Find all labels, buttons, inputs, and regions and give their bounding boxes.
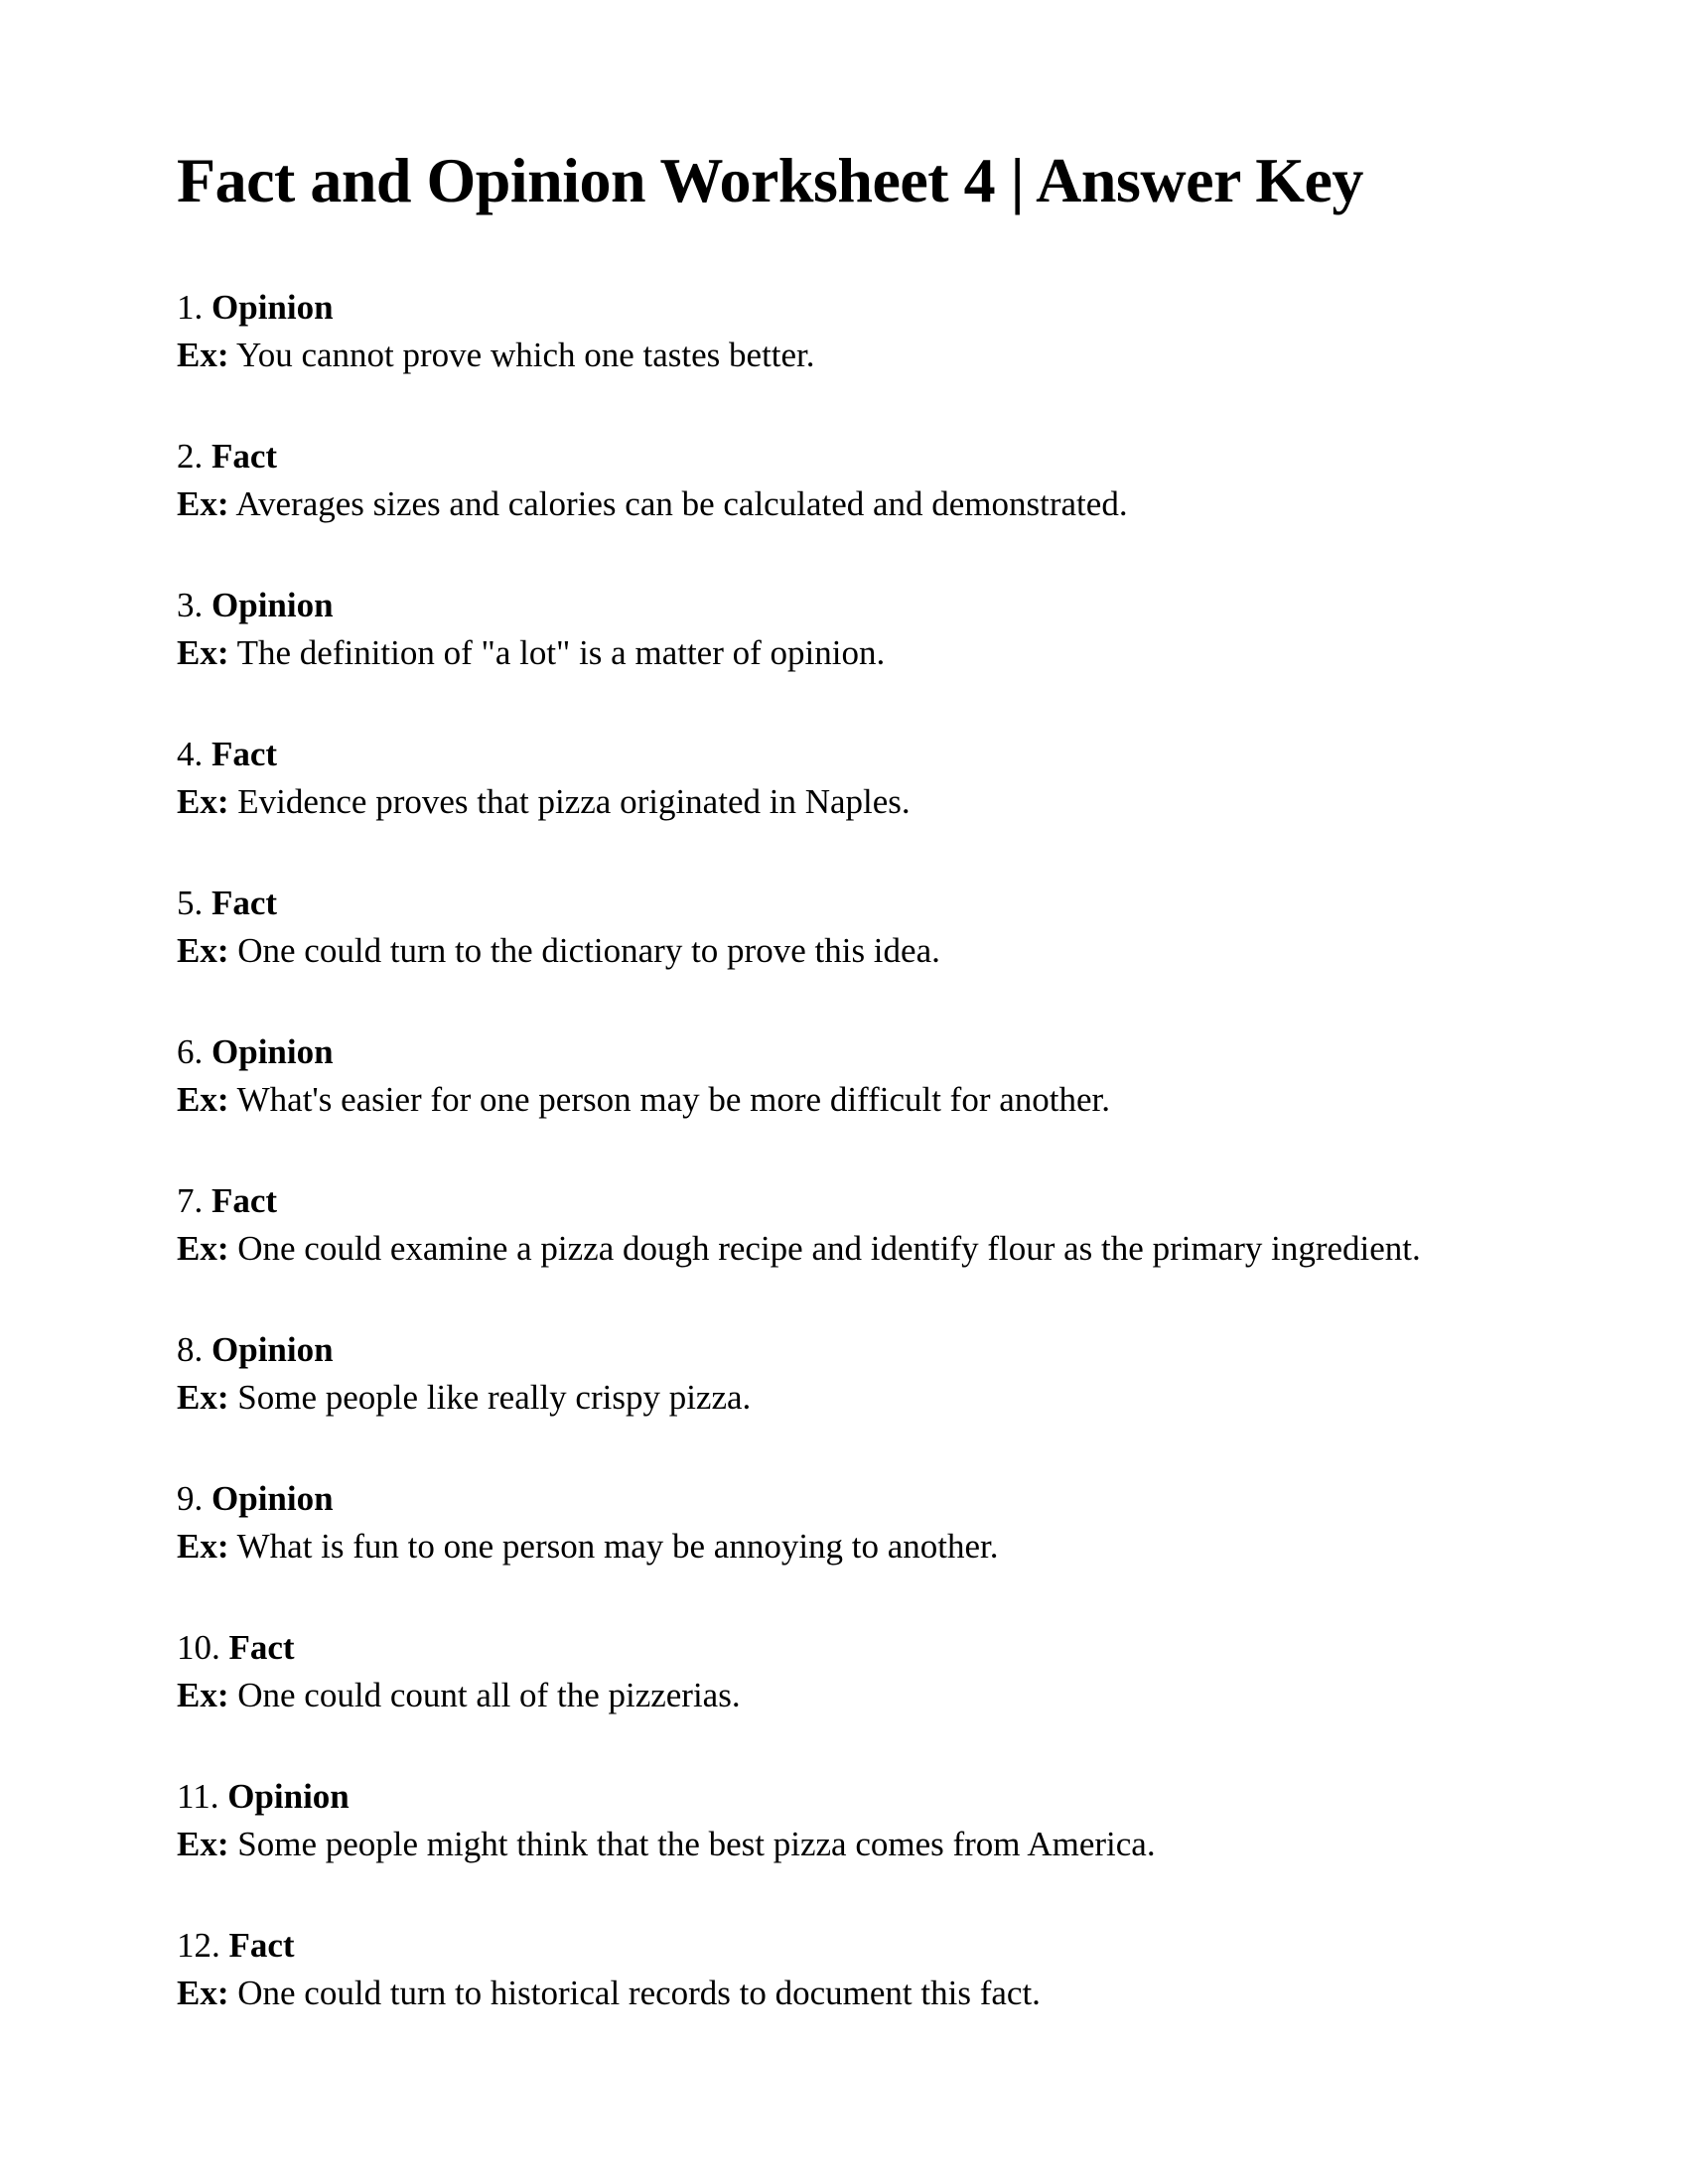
answer-item xyxy=(177,284,1497,379)
example-text: Some people like really crispy pizza. xyxy=(237,1378,752,1417)
example-text: Averages sizes and calories can be calculated and demonstrated. xyxy=(235,484,1128,523)
example-text: The definition of "a lot" is a matter of opinion. xyxy=(236,633,886,672)
answer-item xyxy=(177,1922,1497,2017)
item-number: 1. xyxy=(177,288,204,327)
example-text: Some people might think that the best pizza comes from America. xyxy=(237,1825,1156,1863)
example-line xyxy=(177,1970,1497,2017)
answer-line xyxy=(177,433,1497,480)
item-answer-value: Fact xyxy=(211,884,278,922)
example-text: One could count all of the pizzerias. xyxy=(237,1676,741,1714)
item-number: 11. xyxy=(177,1777,219,1816)
example-label: Ex: xyxy=(177,782,229,821)
answer-item xyxy=(177,731,1497,826)
example-text: One could turn to historical records to document this fact. xyxy=(237,1974,1041,2012)
example-line xyxy=(177,629,1497,677)
answer-line xyxy=(177,1177,1497,1225)
example-text: What is fun to one person may be annoying to another. xyxy=(236,1527,999,1566)
answer-item xyxy=(177,1177,1497,1273)
answer-item xyxy=(177,1028,1497,1124)
item-answer-value: Fact xyxy=(211,1181,278,1220)
example-label: Ex: xyxy=(177,1229,229,1268)
example-line xyxy=(177,1672,1497,1719)
example-line xyxy=(177,778,1497,826)
item-answer-value: Opinion xyxy=(211,586,334,624)
item-answer-value: Fact xyxy=(211,437,278,476)
example-text: Evidence proves that pizza originated in Naples. xyxy=(237,782,911,821)
example-label: Ex: xyxy=(177,1378,229,1417)
answer-line xyxy=(177,284,1497,332)
example-text: You cannot prove which one tastes better. xyxy=(235,336,815,374)
answer-line xyxy=(177,1475,1497,1523)
item-number: 12. xyxy=(177,1926,220,1965)
example-line xyxy=(177,332,1497,379)
example-line xyxy=(177,1821,1497,1868)
example-label: Ex: xyxy=(177,336,229,374)
item-number: 6. xyxy=(177,1032,204,1071)
example-text: What's easier for one person may be more difficult for another. xyxy=(236,1080,1110,1119)
example-label: Ex: xyxy=(177,484,229,523)
answer-item xyxy=(177,1475,1497,1570)
item-number: 10. xyxy=(177,1628,220,1667)
answer-item xyxy=(177,433,1497,528)
example-label: Ex: xyxy=(177,1825,229,1863)
answer-line xyxy=(177,582,1497,629)
answer-line xyxy=(177,880,1497,927)
item-answer-value: Fact xyxy=(228,1628,295,1667)
answer-item xyxy=(177,880,1497,975)
example-label: Ex: xyxy=(177,1974,229,2012)
item-answer-value: Opinion xyxy=(211,288,334,327)
example-label: Ex: xyxy=(177,1676,229,1714)
item-answer-value: Fact xyxy=(228,1926,295,1965)
example-label: Ex: xyxy=(177,1080,229,1119)
example-text: One could examine a pizza dough recipe and identify flour as the primary ingredient. xyxy=(237,1229,1421,1268)
document-content xyxy=(177,0,1497,2017)
answer-line xyxy=(177,1326,1497,1374)
item-answer-value: Opinion xyxy=(211,1330,334,1369)
page-title: Fact and Opinion Worksheet 4 | Answer Key xyxy=(177,145,1363,215)
answer-line xyxy=(177,1624,1497,1672)
item-answer-value: Opinion xyxy=(211,1479,334,1518)
example-label: Ex: xyxy=(177,931,229,970)
example-line xyxy=(177,1523,1497,1570)
item-answer-value: Opinion xyxy=(211,1032,334,1071)
answer-line xyxy=(177,731,1497,778)
example-text: One could turn to the dictionary to prove this idea. xyxy=(237,931,940,970)
example-line xyxy=(177,1076,1497,1124)
item-number: 8. xyxy=(177,1330,204,1369)
item-number: 4. xyxy=(177,735,204,773)
example-label: Ex: xyxy=(177,1527,229,1566)
example-line xyxy=(177,1225,1497,1273)
answer-key-list xyxy=(177,284,1497,2017)
answer-line xyxy=(177,1028,1497,1076)
answer-line xyxy=(177,1773,1497,1821)
example-label: Ex: xyxy=(177,633,229,672)
item-number: 9. xyxy=(177,1479,204,1518)
example-line xyxy=(177,480,1497,528)
answer-item xyxy=(177,582,1497,677)
item-number: 3. xyxy=(177,586,204,624)
example-line xyxy=(177,927,1497,975)
answer-item xyxy=(177,1773,1497,1868)
item-number: 7. xyxy=(177,1181,204,1220)
example-line xyxy=(177,1374,1497,1422)
item-answer-value: Fact xyxy=(211,735,278,773)
answer-item xyxy=(177,1624,1497,1719)
item-answer-value: Opinion xyxy=(227,1777,350,1816)
item-number: 2. xyxy=(177,437,204,476)
answer-item xyxy=(177,1326,1497,1422)
answer-line xyxy=(177,1922,1497,1970)
item-number: 5. xyxy=(177,884,204,922)
